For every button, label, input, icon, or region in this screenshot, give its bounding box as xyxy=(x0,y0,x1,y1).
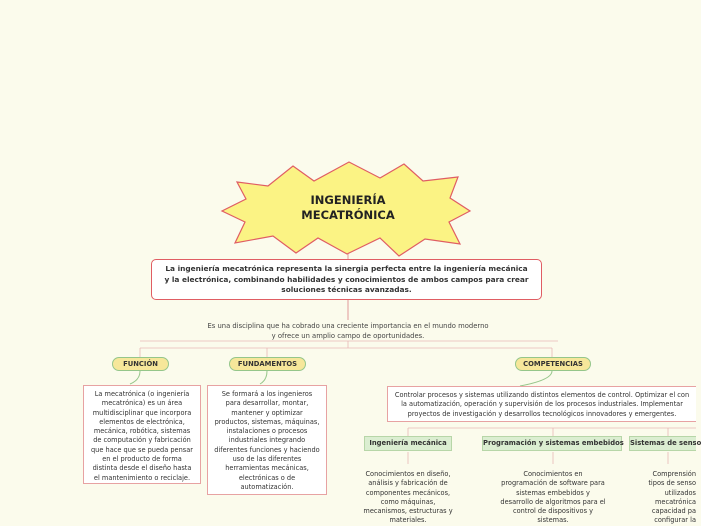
sensores-line-4: mecatrónica xyxy=(654,497,696,506)
sistemas-sensores-text[interactable] xyxy=(636,470,696,525)
subtitle-text[interactable] xyxy=(170,322,526,341)
sensores-line-5: capacidad pa xyxy=(651,507,696,516)
root-title-line2: MECATRÓNICA xyxy=(301,208,395,222)
sensores-line-1: Comprensión xyxy=(652,470,696,478)
item-ingenieria-mecanica[interactable]: Ingeniería mecánica xyxy=(364,436,452,451)
branch-competencias[interactable]: COMPETENCIAS xyxy=(515,357,591,371)
item-sistemas-sensores[interactable]: Sistemas de senso xyxy=(629,436,696,451)
sensores-line-2: tipos de senso xyxy=(648,479,696,488)
funcion-card[interactable]: La mecatrónica (o ingeniería mecatrónica) es un área multidisciplinar que incorpora elementos de electrónica, mecánica, robótica, sistemas de computación y fabricación que hace que se pueda pensar en el producto de forma distinta desde el diseño hasta el mantenimiento o reciclaje. xyxy=(83,385,201,484)
programacion-sistemas-text[interactable]: Conocimientos en programación de software para sistemas embebidos y desarrollo de algoritmos para el control de dispositivos y sistemas. xyxy=(500,470,606,525)
subtitle-line1: Es una disciplina que ha cobrado una creciente importancia en el mundo moderno xyxy=(207,322,489,330)
item-programacion-sistemas[interactable]: Programación y sistemas embebidos xyxy=(482,436,622,451)
sensores-line-6: configurar la xyxy=(654,516,696,525)
ingenieria-mecanica-text[interactable]: Conocimientos en diseño, análisis y fabricación de componentes mecánicos, como máquinas, mecanismos, estructuras y materiales. xyxy=(363,470,453,525)
root-title[interactable] xyxy=(268,193,428,223)
competencias-summary[interactable] xyxy=(387,386,696,422)
competencias-summary-line3: proyectos de investigación y desarrollos tecnológicos innovadores y emergentes. xyxy=(407,409,677,418)
subtitle-line2: y ofrece un amplio campo de oportunidades. xyxy=(271,331,425,340)
root-title-line1: INGENIERÍA xyxy=(310,193,386,207)
competencias-summary-line1: Controlar procesos y sistemas utilizando distintos elementos de control. Optimizar el con xyxy=(394,391,690,399)
competencias-summary-line2: la automatización, operación y supervisión de los procesos industriales. Implementar xyxy=(401,400,683,409)
sensores-line-3: utilizados xyxy=(664,488,696,497)
branch-fundamentos[interactable]: FUNDAMENTOS xyxy=(229,357,306,371)
branch-funcion[interactable]: FUNCIÓN xyxy=(112,357,169,371)
fundamentos-card[interactable]: Se formará a los ingenieros para desarrollar, montar, mantener y optimizar productos, sistemas, máquinas, instalaciones o procesos industriales integrando diferentes funciones y haciendo uso de las diferentes herramientas mecánicas, electrónicas o de automatización. xyxy=(207,385,327,495)
definition-box[interactable]: La ingeniería mecatrónica representa la sinergia perfecta entre la ingeniería mecánica y la electrónica, combinando habilidades y conocimientos de ambos campos para crear soluciones técnicas avanzadas. xyxy=(151,259,542,300)
